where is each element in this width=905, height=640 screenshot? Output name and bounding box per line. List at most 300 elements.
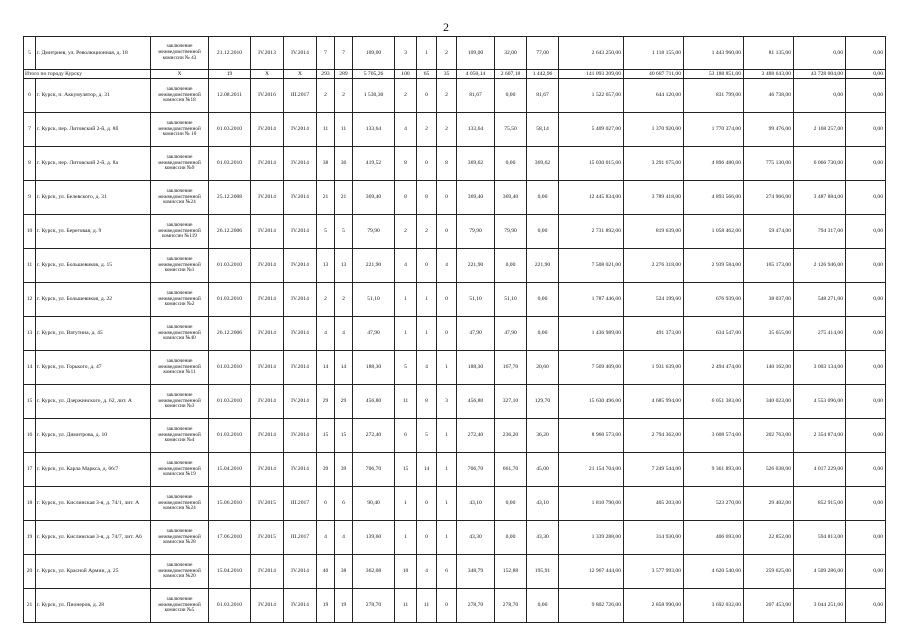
planned-quarter: IV.2014 [251, 113, 284, 147]
table-row [24, 215, 886, 249]
total-area: 272,40 [353, 419, 395, 453]
residents-count-2: 7 [335, 37, 353, 70]
area-private: 51,10 [495, 283, 527, 317]
rooms-municipal: 1 [437, 453, 457, 487]
cost-fund: 2 858 990,00 [624, 589, 684, 623]
row-number: 18 [24, 487, 36, 521]
address: г. Курск, ул. Большевиков, д. 15 [36, 249, 151, 283]
residents-count-2: 11 [335, 113, 353, 147]
deadline-quarter: IV.2014 [284, 317, 317, 351]
cost-extra: 548 271,00 [794, 283, 846, 317]
rooms-municipal: 1 [437, 351, 457, 385]
resettled-area: 369,40 [457, 181, 495, 215]
total-label: Итого по городу Курску [24, 70, 151, 79]
residents-count-2: 5 [335, 215, 353, 249]
decision-date: 01.03.2010 [209, 351, 251, 385]
cost-total: 8 960 573,00 [559, 419, 624, 453]
cost-region: 406 693,00 [684, 521, 744, 555]
planned-quarter: IV.2014 [251, 351, 284, 385]
cost-local: 35 655,00 [744, 317, 794, 351]
cost-local: 526 038,00 [744, 453, 794, 487]
decision-date: 01.03.2010 [209, 283, 251, 317]
rooms-private: 14 [417, 453, 437, 487]
basis-document: заключение межведомственной комиссии №4 [151, 419, 209, 453]
cost-total: 7 569 409,00 [559, 351, 624, 385]
residents-count-2: 4 [335, 317, 353, 351]
decision-date: 01.03.2010 [209, 113, 251, 147]
cost-total: 2 643 250,00 [559, 37, 624, 70]
total-cell: 65 [417, 70, 437, 79]
row-number: 11 [24, 249, 36, 283]
cost-fund: 491 373,00 [624, 317, 684, 351]
basis-document: заключение межведомственной комиссии №3 [151, 385, 209, 419]
cost-total: 5 409 027,00 [559, 113, 624, 147]
row-number: 6 [24, 79, 36, 113]
area-municipal: 0,00 [527, 215, 559, 249]
rooms-total: 4 [395, 249, 417, 283]
planned-quarter: IV.2014 [251, 181, 284, 215]
rooms-total: 4 [395, 113, 417, 147]
deadline-quarter: III.2017 [284, 487, 317, 521]
rooms-total: 8 [395, 181, 417, 215]
cost-extra: 3 003 134,00 [794, 351, 846, 385]
planned-quarter: IV.2016 [251, 79, 284, 113]
decision-date: 21.12.2010 [209, 37, 251, 70]
area-municipal: 129,70 [527, 385, 559, 419]
row-number: 10 [24, 215, 36, 249]
basis-document: заключение межведомственной комиссии № 43 [151, 37, 209, 70]
cost-extra: 275 414,00 [794, 317, 846, 351]
residents-count-2: 19 [335, 589, 353, 623]
table-row [24, 351, 886, 385]
row-number: 12 [24, 283, 36, 317]
cost-fund: 3 789 418,00 [624, 181, 684, 215]
total-area: 221,90 [353, 249, 395, 283]
area-private: 278,70 [495, 589, 527, 623]
rooms-private: 11 [417, 589, 437, 623]
rooms-municipal: 4 [437, 249, 457, 283]
address: г. Курск, ул. Дзержинского, д. 62, лит. А [36, 385, 151, 419]
cost-fund: 819 639,00 [624, 215, 684, 249]
planned-quarter: IV.2015 [251, 487, 284, 521]
resettled-area: 456,80 [457, 385, 495, 419]
decision-date: 01.03.2010 [209, 249, 251, 283]
residents-count-2: 39 [335, 453, 353, 487]
planned-quarter: IV.2014 [251, 453, 284, 487]
area-private: 0,00 [495, 249, 527, 283]
residents-count: 7 [317, 37, 335, 70]
cost-total: 1 787 446,00 [559, 283, 624, 317]
basis-document: заключение межведомственной комиссии №9 [151, 147, 209, 181]
cost-local: 140 162,00 [744, 351, 794, 385]
cost-other: 0,00 [846, 113, 886, 147]
rooms-total: 1 [395, 283, 417, 317]
address: г. Курск, ул. Димитрова, д. 10 [36, 419, 151, 453]
table-row [24, 521, 886, 555]
basis-document: заключение межведомственной комиссии №119 [151, 215, 209, 249]
resettled-area: 51,10 [457, 283, 495, 317]
table-row [24, 317, 886, 351]
address: г. Курск, ул. Красной Армии, д. 25 [36, 555, 151, 589]
basis-document: заключение межведомственной комиссии №24 [151, 181, 209, 215]
cost-other: 0,00 [846, 521, 886, 555]
resettled-area: 43,30 [457, 521, 495, 555]
cost-other: 0,00 [846, 351, 886, 385]
rooms-private: 0 [417, 521, 437, 555]
row-number: 16 [24, 419, 36, 453]
total-area: 139,60 [353, 521, 395, 555]
cost-local: 99 476,00 [744, 113, 794, 147]
cost-total: 1 522 657,00 [559, 79, 624, 113]
table-row [24, 589, 886, 623]
cost-extra: 0,00 [794, 79, 846, 113]
area-municipal: 0,00 [527, 181, 559, 215]
total-area: 133,64 [353, 113, 395, 147]
total-cell: X [151, 70, 209, 79]
cost-extra: 2 354 874,00 [794, 419, 846, 453]
total-cell: 53 188 851,00 [684, 70, 744, 79]
cost-region: 3 692 032,00 [684, 589, 744, 623]
deadline-quarter: III.2017 [284, 79, 317, 113]
residents-count: 40 [317, 555, 335, 589]
area-municipal: 43,30 [527, 521, 559, 555]
cost-other: 0,00 [846, 385, 886, 419]
residents-count-2: 14 [335, 351, 353, 385]
cost-other: 0,00 [846, 283, 886, 317]
total-cell: 1 442,96 [527, 70, 559, 79]
row-number: 8 [24, 147, 36, 181]
rooms-total: 2 [395, 79, 417, 113]
rooms-private: 4 [417, 555, 437, 589]
rooms-total: 8 [395, 147, 417, 181]
residents-count-2: 15 [335, 419, 353, 453]
total-row [24, 70, 886, 79]
total-area: 1 530,30 [353, 79, 395, 113]
cost-other: 0,00 [846, 147, 886, 181]
cost-region: 4 896 480,00 [684, 147, 744, 181]
resettled-area: 278,70 [457, 589, 495, 623]
cost-local: 202 763,00 [744, 419, 794, 453]
area-municipal: 0,00 [527, 589, 559, 623]
residents-count: 15 [317, 419, 335, 453]
table-row [24, 555, 886, 589]
basis-document: заключение межведомственной комиссии № 10 [151, 113, 209, 147]
cost-fund: 2 794 362,00 [624, 419, 684, 453]
basis-document: заключение межведомственной комиссии №2 [151, 283, 209, 317]
area-municipal: 43,10 [527, 487, 559, 521]
basis-document: заключение межведомственной комиссии №24 [151, 487, 209, 521]
area-municipal: 58,14 [527, 113, 559, 147]
area-municipal: 0,00 [527, 283, 559, 317]
cost-region: 1 058 462,00 [684, 215, 744, 249]
cost-total: 15 630 496,00 [559, 385, 624, 419]
area-municipal: 20,60 [527, 351, 559, 385]
deadline-quarter: IV.2014 [284, 113, 317, 147]
total-area: 362,08 [353, 555, 395, 589]
basis-document: заключение межведомственной комиссии №11 [151, 351, 209, 385]
area-private: 236,20 [495, 419, 527, 453]
rooms-municipal: 3 [437, 385, 457, 419]
decision-date: 12.08.2011 [209, 79, 251, 113]
address: г. Курск, п. Аккумулятор, д. 31 [36, 79, 151, 113]
planned-quarter: IV.2013 [251, 37, 284, 70]
cost-region: 831 799,00 [684, 79, 744, 113]
residents-count: 11 [317, 113, 335, 147]
basis-document: заключение межведомственной комиссии №1 [151, 249, 209, 283]
cost-other: 0,00 [846, 317, 886, 351]
cost-fund: 3 577 993,00 [624, 555, 684, 589]
basis-document: заключение межведомственной комиссии №20 [151, 555, 209, 589]
area-private: 0,00 [495, 521, 527, 555]
area-municipal: 36,20 [527, 419, 559, 453]
cost-other: 0,00 [846, 487, 886, 521]
cost-region: 676 939,00 [684, 283, 744, 317]
area-private: 661,70 [495, 453, 527, 487]
rooms-private: 1 [417, 283, 437, 317]
cost-region: 2 494 474,00 [684, 351, 744, 385]
table-row [24, 79, 886, 113]
resettled-area: 188,30 [457, 351, 495, 385]
total-area: 278,70 [353, 589, 395, 623]
cost-fund: 524 199,00 [624, 283, 684, 317]
rooms-municipal: 0 [437, 283, 457, 317]
table-row [24, 249, 886, 283]
cost-local: 165 173,00 [744, 249, 794, 283]
residents-count: 39 [317, 453, 335, 487]
rooms-municipal: 0 [437, 317, 457, 351]
cost-region: 4 893 566,00 [684, 181, 744, 215]
cost-local: 775 130,00 [744, 147, 794, 181]
residents-count-2: 21 [335, 181, 353, 215]
cost-region: 1 770 374,00 [684, 113, 744, 147]
area-municipal: 45,00 [527, 453, 559, 487]
basis-document: заключение межведомственной комиссии №19 [151, 453, 209, 487]
planned-quarter: IV.2014 [251, 283, 284, 317]
address: г. Курск, ул. Ватутина, д. 45 [36, 317, 151, 351]
deadline-quarter: IV.2014 [284, 589, 317, 623]
cost-fund: 4 685 994,00 [624, 385, 684, 419]
area-private: 152,88 [495, 555, 527, 589]
table-row [24, 487, 886, 521]
cost-other: 0,00 [846, 453, 886, 487]
area-private: 79,90 [495, 215, 527, 249]
table-row [24, 113, 886, 147]
basis-document: заключение межведомственной комиссии №40 [151, 317, 209, 351]
cost-fund: 644 120,00 [624, 79, 684, 113]
decision-date: 15.04.2010 [209, 555, 251, 589]
cost-total: 21 154 704,00 [559, 453, 624, 487]
housing-resettlement-table [23, 36, 886, 623]
row-number: 21 [24, 589, 36, 623]
deadline-quarter: IV.2014 [284, 283, 317, 317]
row-number: 5 [24, 37, 36, 70]
row-number: 14 [24, 351, 36, 385]
rooms-municipal: 0 [437, 589, 457, 623]
area-private: 0,00 [495, 147, 527, 181]
total-area: 456,80 [353, 385, 395, 419]
address: г. Курск, ул. Горького, д. 47 [36, 351, 151, 385]
cost-extra: 4 017 229,00 [794, 453, 846, 487]
rooms-municipal: 1 [437, 419, 457, 453]
residents-count: 4 [317, 521, 335, 555]
cost-extra: 594 813,00 [794, 521, 846, 555]
rooms-municipal: 0 [437, 181, 457, 215]
residents-count: 13 [317, 249, 335, 283]
rooms-total: 1 [395, 521, 417, 555]
cost-local: 59 474,00 [744, 215, 794, 249]
row-number: 19 [24, 521, 36, 555]
rooms-private: 5 [417, 419, 437, 453]
cost-other: 0,00 [846, 215, 886, 249]
area-private: 75,50 [495, 113, 527, 147]
planned-quarter: IV.2014 [251, 385, 284, 419]
planned-quarter: IV.2014 [251, 317, 284, 351]
cost-other: 0,00 [846, 79, 886, 113]
area-private: 0,00 [495, 487, 527, 521]
cost-extra: 2 168 257,00 [794, 113, 846, 147]
rooms-municipal: 1 [437, 521, 457, 555]
rooms-private: 2 [417, 215, 437, 249]
address: г. Курск, ул. Большевиков, д. 22 [36, 283, 151, 317]
cost-other: 0,00 [846, 249, 886, 283]
basis-document: заключение межведомственной комиссии №28 [151, 521, 209, 555]
address: г. Курск, ул. Кислинская 3-я, д. 74/1, лит. А [36, 487, 151, 521]
address: г. Дмитриев, ул. Революционная, д. 18 [36, 37, 151, 70]
total-cell: 0,00 [846, 70, 886, 79]
total-area: 47,90 [353, 317, 395, 351]
rooms-private: 0 [417, 487, 437, 521]
total-cell: X [251, 70, 284, 79]
address: г. Курск, пер. Литовский 2-й, д. 8б [36, 113, 151, 147]
cost-fund: 7 249 544,00 [624, 453, 684, 487]
rooms-total: 5 [395, 351, 417, 385]
area-private: 327,10 [495, 385, 527, 419]
cost-local: 207 453,00 [744, 589, 794, 623]
rooms-private: 0 [417, 147, 437, 181]
rooms-total: 1 [395, 317, 417, 351]
residents-count-2: 36 [335, 147, 353, 181]
decision-date: 26.12.2006 [209, 317, 251, 351]
residents-count: 4 [317, 317, 335, 351]
cost-other: 0,00 [846, 419, 886, 453]
cost-region: 523 270,00 [684, 487, 744, 521]
rooms-municipal: 2 [437, 37, 457, 70]
table-row [24, 147, 886, 181]
total-cell: 141 093 209,00 [559, 70, 624, 79]
deadline-quarter: IV.2014 [284, 453, 317, 487]
planned-quarter: IV.2014 [251, 589, 284, 623]
rooms-private: 0 [417, 79, 437, 113]
total-cell: 3 488 643,00 [744, 70, 794, 79]
cost-local: 340 023,00 [744, 385, 794, 419]
cost-region: 9 361 893,00 [684, 453, 744, 487]
total-cell: X [284, 70, 317, 79]
planned-quarter: IV.2014 [251, 215, 284, 249]
area-municipal: 81,67 [527, 79, 559, 113]
cost-fund: 405 203,00 [624, 487, 684, 521]
cost-fund: 3 291 675,00 [624, 147, 684, 181]
residents-count-2: 2 [335, 283, 353, 317]
deadline-quarter: IV.2014 [284, 555, 317, 589]
cost-local: 81 135,00 [744, 37, 794, 70]
decision-date: 01.03.2010 [209, 147, 251, 181]
rooms-private: 1 [417, 317, 437, 351]
rooms-municipal: 1 [437, 487, 457, 521]
cost-region: 2 939 584,00 [684, 249, 744, 283]
total-area: 188,30 [353, 351, 395, 385]
deadline-quarter: IV.2014 [284, 419, 317, 453]
cost-local: 22 852,00 [744, 521, 794, 555]
cost-region: 634 547,00 [684, 317, 744, 351]
table-row [24, 453, 886, 487]
rooms-total: 1 [395, 487, 417, 521]
residents-count-2: 13 [335, 249, 353, 283]
area-private: 0,00 [495, 79, 527, 113]
cost-other: 0,00 [846, 181, 886, 215]
resettled-area: 348,79 [457, 555, 495, 589]
cost-region: 1 443 960,00 [684, 37, 744, 70]
total-cell: 40 687 711,00 [624, 70, 684, 79]
total-cell: 4 050,14 [457, 70, 495, 79]
cost-fund: 1 118 155,00 [624, 37, 684, 70]
address: г. Курск, ул. Пионеров, д. 28 [36, 589, 151, 623]
cost-local: 259 625,00 [744, 555, 794, 589]
cost-total: 1 810 790,00 [559, 487, 624, 521]
table-row [24, 37, 886, 70]
area-private: 369,40 [495, 181, 527, 215]
cost-region: 6 051 383,00 [684, 385, 744, 419]
residents-count-2: 38 [335, 555, 353, 589]
resettled-area: 47,90 [457, 317, 495, 351]
address: г. Курск, ул. Кислинская 3-я, д. 74/7, лит. А6 [36, 521, 151, 555]
cost-other: 0,00 [846, 555, 886, 589]
deadline-quarter: IV.2014 [284, 351, 317, 385]
decision-date: 01.03.2010 [209, 385, 251, 419]
cost-total: 7 508 021,00 [559, 249, 624, 283]
decision-date: 17.06.2010 [209, 521, 251, 555]
residents-count: 2 [317, 79, 335, 113]
planned-quarter: IV.2014 [251, 249, 284, 283]
area-private: 32,00 [495, 37, 527, 70]
rooms-total: 3 [395, 37, 417, 70]
rooms-private: 1 [417, 37, 437, 70]
row-number: 13 [24, 317, 36, 351]
residents-count-2: 29 [335, 385, 353, 419]
cost-total: 1 339 288,00 [559, 521, 624, 555]
cost-other: 0,00 [846, 589, 886, 623]
row-number: 9 [24, 181, 36, 215]
total-area: 51,10 [353, 283, 395, 317]
rooms-private: 2 [417, 113, 437, 147]
total-area: 79,90 [353, 215, 395, 249]
address: г. Курск, ул. Береговая, д. 9 [36, 215, 151, 249]
address: г. Курск, ул. Карла Маркса, д. 66/7 [36, 453, 151, 487]
decision-date: 15.04.2010 [209, 453, 251, 487]
total-area: 369,40 [353, 181, 395, 215]
residents-count-2: 6 [335, 487, 353, 521]
planned-quarter: IV.2015 [251, 521, 284, 555]
deadline-quarter: IV.2014 [284, 249, 317, 283]
address: г. Курск, ул. Белевского, д. 31 [36, 181, 151, 215]
rooms-total: 15 [395, 453, 417, 487]
cost-extra: 794 317,00 [794, 215, 846, 249]
rooms-total: 6 [395, 419, 417, 453]
cost-region: 3 608 574,00 [684, 419, 744, 453]
total-cell: 5 705,26 [353, 70, 395, 79]
area-private: 47,90 [495, 317, 527, 351]
area-municipal: 195,91 [527, 555, 559, 589]
total-cell: 289 [335, 70, 353, 79]
